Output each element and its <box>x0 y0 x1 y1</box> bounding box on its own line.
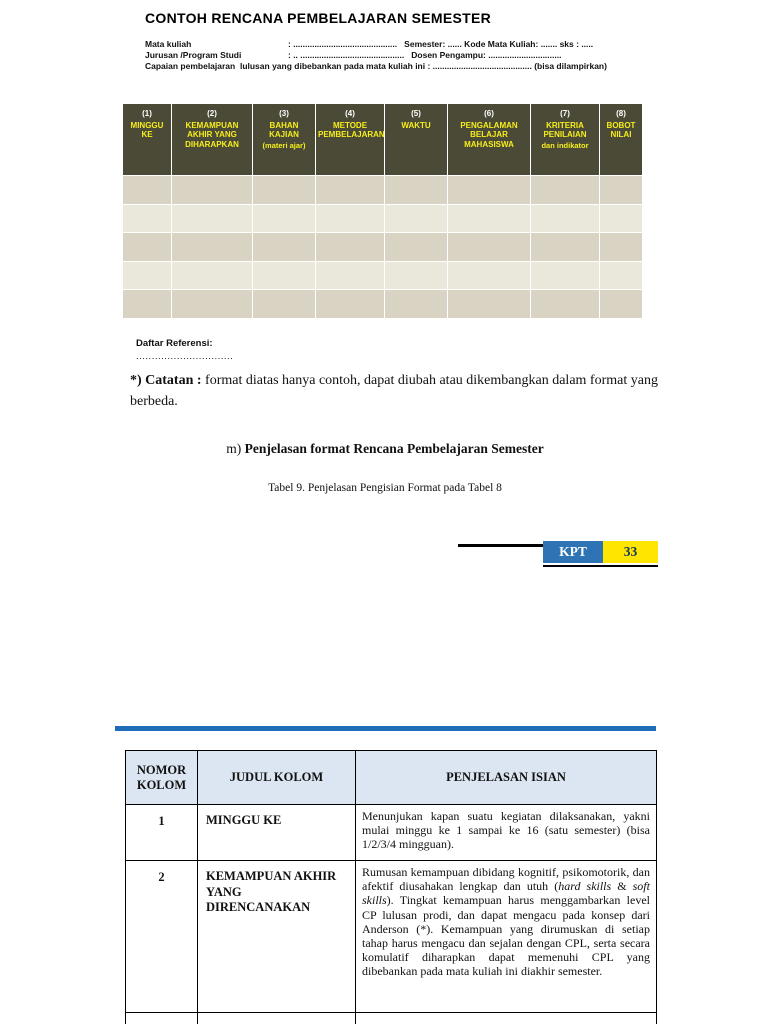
rps-empty-cell <box>172 176 252 204</box>
meta-value-mata-kuliah: : ............................................ Semester: ...... Kode Mata Kuliah: ....... sks : ..... <box>288 39 594 49</box>
rps-col-label: BOBOT NILAI <box>606 120 636 139</box>
rps-col-header-minggu <box>123 104 171 175</box>
rps-col-header-kriteria <box>531 104 599 175</box>
rps-empty-cell <box>123 233 171 261</box>
table-caption: Tabel 9. Penjelasan Pengisian Format pada Tabel 8 <box>268 482 502 494</box>
rps-empty-cell <box>448 233 530 261</box>
rps-empty-cell <box>253 205 315 233</box>
explanation-table <box>125 750 657 1024</box>
row-title: KEMAMPUAN AKHIR YANG DIRENCANAKAN <box>198 861 356 1013</box>
rps-col-header-kemampuan <box>172 104 252 175</box>
row-number: 1 <box>126 805 198 861</box>
rps-empty-cell <box>316 290 384 318</box>
course-meta <box>145 39 735 72</box>
rps-empty-row <box>123 233 642 261</box>
references-dots: ............................... <box>136 351 234 362</box>
table-row-partial <box>126 1013 657 1024</box>
meta-row-mata-kuliah <box>145 39 735 50</box>
rps-col-label: MINGGU KE <box>130 120 164 139</box>
rps-col-number: (2) <box>207 109 217 118</box>
page-footer-badge <box>458 541 658 568</box>
rps-col-number: (5) <box>411 109 421 118</box>
meta-row-jurusan <box>145 50 735 61</box>
rps-col-label: METODE PEMBELAJARAN <box>318 120 385 139</box>
rps-empty-cell <box>123 262 171 290</box>
footer-rule-left <box>458 544 543 547</box>
kpt-label: KPT <box>543 541 603 563</box>
rps-empty-cell <box>600 233 642 261</box>
expl-header-nomor-kolom: NOMOR KOLOM <box>126 751 198 805</box>
kpt-page-number: 33 <box>603 541 658 563</box>
section-heading: m) Penjelasan format Rencana Pembelajaran Semester <box>226 441 544 456</box>
row-title <box>198 1013 356 1024</box>
rps-template-table <box>122 103 643 319</box>
rps-col-number: (8) <box>616 109 626 118</box>
rps-col-sublabel: dan indikator <box>541 140 589 150</box>
rps-col-label: BAHAN KAJIAN <box>269 120 299 139</box>
table-row <box>126 805 657 861</box>
rps-col-sublabel: (materi ajar) <box>262 140 306 150</box>
rps-empty-cell <box>253 262 315 290</box>
rps-empty-cell <box>448 262 530 290</box>
rps-empty-cell <box>531 233 599 261</box>
row-explanation: Menunjukan kapan suatu kegiatan dilaksanakan, yakni mulai minggu ke 1 sampai ke 16 (satu semester) (bisa 1/2/3/4 mingguan). <box>356 805 657 861</box>
rps-empty-cell <box>600 176 642 204</box>
rps-empty-cell <box>172 233 252 261</box>
row-explanation <box>356 1013 657 1024</box>
rps-empty-row <box>123 205 642 233</box>
rps-empty-cell <box>531 262 599 290</box>
rps-empty-cell <box>448 205 530 233</box>
section-divider <box>115 726 656 731</box>
footer-rule-bottom <box>543 565 658 568</box>
meta-value-jurusan: : .. ............................................ Dosen Pengampu: ............................... <box>288 50 562 60</box>
rps-empty-row <box>123 290 642 318</box>
rps-empty-cell <box>385 176 447 204</box>
rps-col-number: (6) <box>484 109 494 118</box>
table-row <box>126 861 657 1013</box>
rps-col-header-pengalaman <box>448 104 530 175</box>
expl-header-penjelasan-isian: PENJELASAN ISIAN <box>356 751 657 805</box>
rps-empty-row <box>123 176 642 204</box>
rps-empty-cell <box>531 290 599 318</box>
row-explanation: Rumusan kemampuan dibidang kognitif, psikomotorik, dan afektif diusahakan lengkap dan utuh (hard skills & soft skills). Tingkat kemampuan harus menggambarkan level CP lulusan prodi, dan dapat mengacu pada konsep dari Anderson (*). Kemampuan yang dirumuskan di setiap tahap harus mengacu dan sejalan dengan CPL, serta secara komulatif diharapkan dapat memenuhi CPL yang dibebankan pada mata kuliah ini diakhir semester. <box>356 861 657 1013</box>
meta-label-jurusan: Jurusan /Program Studi <box>145 50 242 60</box>
rps-empty-row <box>123 262 642 290</box>
rps-empty-cell <box>172 262 252 290</box>
rps-empty-cell <box>531 205 599 233</box>
rps-empty-cell <box>385 205 447 233</box>
rps-col-label: KRITERIA PENILAIAN <box>543 120 587 139</box>
note-paragraph: *) Catatan : format diatas hanya contoh, dapat diubah atau dikembangkan dalam format yang berbeda. <box>130 373 658 409</box>
rps-empty-cell <box>253 176 315 204</box>
rps-col-header-bahan-kajian <box>253 104 315 175</box>
rps-col-number: (3) <box>279 109 289 118</box>
references-section <box>136 337 233 363</box>
rps-empty-cell <box>253 290 315 318</box>
rps-empty-cell <box>448 290 530 318</box>
meta-capaian-pembelajaran: Capaian pembelajaran lulusan yang dibebankan pada mata kuliah ini : .......................................... (bisa dilampirkan) <box>145 61 607 71</box>
rps-col-header-metode <box>316 104 384 175</box>
rps-empty-cell <box>385 262 447 290</box>
rps-col-label: KEMAMPUAN AKHIR YANG DIHARAPKAN <box>185 120 239 149</box>
rps-empty-cell <box>253 233 315 261</box>
rps-empty-cell <box>123 290 171 318</box>
rps-empty-cell <box>316 176 384 204</box>
rps-empty-cell <box>600 262 642 290</box>
rps-col-header-bobot <box>600 104 642 175</box>
rps-empty-cell <box>316 205 384 233</box>
rps-col-number: (7) <box>560 109 570 118</box>
rps-empty-cell <box>123 205 171 233</box>
rps-empty-cell <box>385 233 447 261</box>
rps-col-number: (1) <box>142 109 152 118</box>
rps-empty-cell <box>531 176 599 204</box>
rps-empty-cell <box>123 176 171 204</box>
expl-header-judul-kolom: JUDUL KOLOM <box>198 751 356 805</box>
rps-empty-cell <box>600 205 642 233</box>
rps-empty-cell <box>600 290 642 318</box>
references-label: Daftar Referensi: <box>136 338 213 349</box>
rps-table-body <box>123 176 642 318</box>
rps-empty-cell <box>172 290 252 318</box>
rps-empty-cell <box>316 233 384 261</box>
row-number: 2 <box>126 861 198 1013</box>
meta-row-capaian <box>145 61 735 72</box>
row-number <box>126 1013 198 1024</box>
meta-label-mata-kuliah: Mata kuliah <box>145 39 192 49</box>
rps-col-label: WAKTU <box>401 120 431 130</box>
rps-empty-cell <box>448 176 530 204</box>
row-title: MINGGU KE <box>198 805 356 861</box>
rps-empty-cell <box>172 205 252 233</box>
rps-col-label: PENGALAMAN BELAJAR MAHASISWA <box>460 120 518 149</box>
explanation-header-row <box>126 751 657 805</box>
doc-title: CONTOH RENCANA PEMBELAJARAN SEMESTER <box>145 10 492 26</box>
rps-col-number: (4) <box>345 109 355 118</box>
rps-col-header-waktu <box>385 104 447 175</box>
rps-empty-cell <box>385 290 447 318</box>
rps-empty-cell <box>316 262 384 290</box>
rps-header-row <box>123 104 642 175</box>
